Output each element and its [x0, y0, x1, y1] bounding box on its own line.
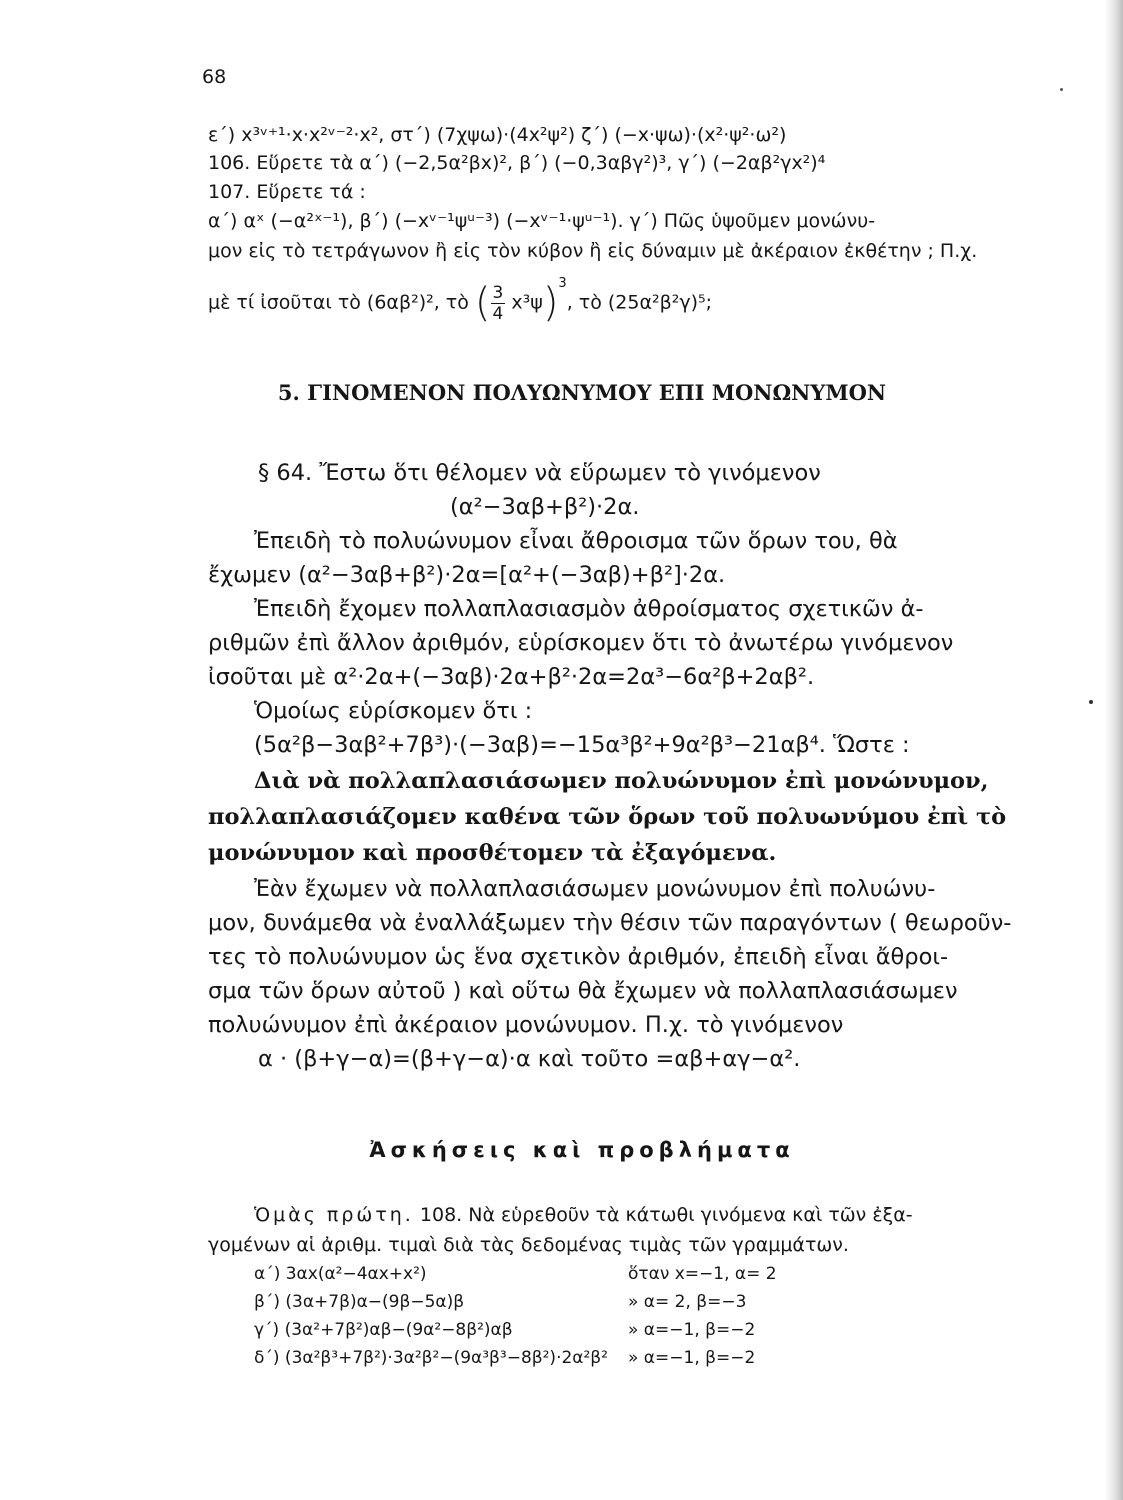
exercise-line-e-st-z: ε΄) x³ᵛ⁺¹·x·x²ᵛ⁻²·x², στ΄) (7χψω)·(4x²ψ²) ζ΄) (−x·ψω)·(x²·ψ²·ω²)	[208, 124, 787, 146]
exercise-108-line2: γομένων αἱ ἀριθμ. τιμαὶ διὰ τὰς δεδομένας τιμὰς τῶν γραμμάτων.	[208, 1234, 849, 1256]
paragraph-3-line3: ἰσοῦται μὲ α²·2α+(−3αβ)·2α+β²·2α=2α³−6α²β+2αβ².	[208, 664, 815, 690]
exercise-item-a-condition: ὅταν x=−1, α= 2	[628, 1264, 777, 1284]
exercise-item-a: α΄) 3αx(α²−4αx+x²)	[254, 1264, 427, 1284]
exercise-item-d-condition: » α=−1, β=−2	[628, 1348, 756, 1368]
scan-speck	[1060, 88, 1063, 91]
paragraph-4-line1: Ὁμοίως εὑρίσκομεν ὅτι :	[254, 698, 533, 724]
fraction-denominator: 4	[492, 303, 504, 324]
right-paren: )	[542, 280, 559, 326]
exercise-item-b-condition: » α= 2, β=−3	[628, 1292, 747, 1312]
exercise-106: 106. Εὕρετε τὰ α΄) (−2,5α²βx)², β΄) (−0,3αβγ²)³, γ΄) (−2αβ²γx²)⁴	[208, 152, 826, 174]
paragraph-2-line1: Ἐπειδὴ τὸ πολυώνυμον εἶναι ἄθροισμα τῶν ὅρων του, θὰ	[254, 528, 898, 554]
fraction-numerator: 3	[492, 282, 504, 303]
exercise-item-b: β΄) (3α+7β)α−(9β−5α)β	[254, 1292, 465, 1312]
page-number: 68	[202, 66, 227, 88]
scan-speck	[1089, 700, 1093, 704]
paragraph-64-text: § 64. Ἔστω ὅτι θέλομεν νὰ εὕρωμεν τὸ γινόμενον	[258, 460, 821, 486]
group-label: Ὁμὰς πρώτη.	[254, 1204, 414, 1226]
rule-line3: μονώνυμον καὶ προσθέτομεν τὰ ἐξαγόμενα.	[208, 840, 777, 866]
exercise-107-line1: α΄) αˣ (−α²ˣ⁻¹), β΄) (−xᵛ⁻¹ψᵘ⁻³) (−xᵛ⁻¹·ψᵘ⁻¹). γ΄) Πῶς ὑψοῦμεν μονώνυ-	[208, 210, 876, 232]
fraction-term: x³ψ	[511, 291, 543, 314]
exercise-item-c-condition: » α=−1, β=−2	[628, 1320, 756, 1340]
exercise-108-text: 108. Νὰ εὑρεθοῦν τὰ κάτωθι γινόμενα καὶ τῶν ἐξα-	[419, 1204, 913, 1226]
paragraph-5-line4: σμα τῶν ὅρων αὐτοῦ ) καὶ οὕτω θὰ ἔχωμεν νὰ πολλαπλασιάσωμεν	[208, 978, 958, 1004]
paragraph-4-line2: (5α²β−3αβ²+7β³)·(−3αβ)=−15α³β²+9α²β³−21αβ⁴. Ὥστε :	[254, 732, 910, 758]
paragraph-5-line1: Ἐὰν ἔχωμεν νὰ πολλαπλασιάσωμεν μονώνυμον ἐπὶ πολυώνυ-	[254, 876, 936, 902]
paragraph-5-line5: πολυώνυμον ἐπὶ ἀκέραιον μονώνυμον. Π.χ. τὸ γινόμενον	[208, 1012, 844, 1038]
power-exponent: 3	[558, 276, 567, 292]
equation-product: (α²−3αβ+β²)·2α.	[450, 494, 640, 520]
exercise-107-line3	[208, 276, 713, 326]
rule-line1: Διὰ νὰ πολλαπλασιάσωμεν πολυώνυμον ἐπὶ μονώνυμον,	[254, 768, 989, 794]
exercise-107-line3-end: , τὸ (25α²β²γ)⁵;	[566, 291, 713, 314]
rule-line2: πολλαπλασιάζομεν καθένα τῶν ὅρων τοῦ πολυωνύμου ἐπὶ τὸ	[208, 804, 1007, 830]
paragraph-5-line3: τες τὸ πολυώνυμον ὡς ἕνα σχετικὸν ἀριθμόν, ἐπειδὴ εἶναι ἄθροι-	[208, 944, 949, 970]
paragraph-3-line1: Ἐπειδὴ ἔχομεν πολλαπλασιασμὸν ἀθροίσματος σχετικῶν ἀ-	[254, 596, 924, 622]
exercise-108-line1	[254, 1204, 913, 1226]
fraction	[491, 283, 506, 324]
exercise-item-d: δ΄) (3α²β³+7β²)·3α²β²−(9α³β³−8β²)·2α²β²	[254, 1348, 608, 1368]
paragraph-5-line2: μον, δυνάμεθα νὰ ἐναλλάξωμεν τὴν θέσιν τῶν παραγόντων ( θεωροῦν-	[208, 910, 1012, 936]
paragraph-5-equation: α · (β+γ−α)=(β+γ−α)·α καὶ τοῦτο =αβ+αγ−α².	[258, 1046, 801, 1072]
paragraph-2-line2: ἔχωμεν (α²−3αβ+β²)·2α=[α²+(−3αβ)+β²]·2α.	[208, 562, 726, 588]
section-title: 5. ΓΙΝΟΜΕΝΟΝ ΠΟΛΥΩΝΥΜΟΥ ΕΠΙ ΜΟΝΩΝΥΜΟΝ	[277, 380, 887, 405]
page-edge-shadow	[1105, 0, 1123, 1500]
exercise-107-line2: μον εἰς τὸ τετράγωνον ἢ εἰς τὸν κύβον ἢ εἰς δύναμιν μὲ ἀκέραιον ἐκθέτην ; Π.χ.	[208, 240, 978, 262]
paragraph-64-intro	[258, 460, 821, 486]
exercise-107-line3-start: μὲ τί ἰσοῦται τὸ (6αβ²)², τὸ	[208, 291, 469, 314]
exercise-107-title: 107. Εὕρετε τά :	[208, 181, 366, 203]
paragraph-3-line2: ριθμῶν ἐπὶ ἄλλον ἀριθμόν, εὑρίσκομεν ὅτι τὸ ἀνωτέρω γινόμενον	[208, 630, 954, 656]
exercise-item-c: γ΄) (3α²+7β²)αβ−(9α²−8β²)αβ	[254, 1320, 513, 1340]
left-paren: (	[474, 280, 491, 326]
exercises-heading: Ἀσκήσεις καὶ προβλήματα	[369, 1138, 795, 1162]
